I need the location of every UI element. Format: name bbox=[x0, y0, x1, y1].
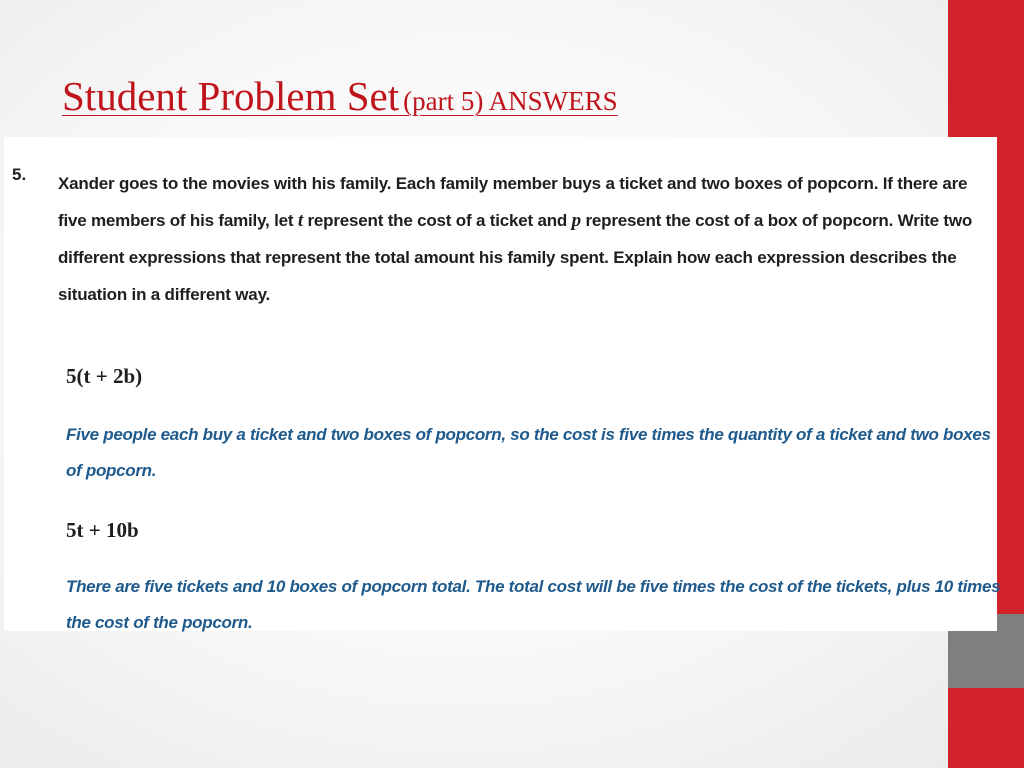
side-accent-bar-bottom bbox=[948, 688, 1024, 768]
slide-title-main: Student Problem Set bbox=[62, 73, 400, 119]
problem-text-part2: represent the cost of a ticket and bbox=[302, 211, 572, 230]
explanation-1: Five people each buy a ticket and two boxes of popcorn, so the cost is five times the quantity of a ticket and two boxes of popcorn. bbox=[66, 425, 991, 480]
variable-p: p bbox=[571, 210, 581, 231]
slide-title bbox=[62, 72, 618, 120]
problem-statement bbox=[58, 165, 978, 313]
problem-card bbox=[4, 137, 1001, 632]
problem-number: 5. bbox=[12, 165, 27, 184]
problem-text-part3: represent the cost of a box of popcorn. Write two different expressions that represent the total amount his family spent. Explain how each expression describes the situation in a different way. bbox=[58, 211, 973, 304]
expression-2: 5t + 10b bbox=[66, 518, 139, 542]
slide-title-sub: (part 5) ANSWERS bbox=[403, 86, 618, 116]
explanation-2: There are five tickets and 10 boxes of popcorn total. The total cost will be five times the cost of the tickets, plus 10 times the cost of the popcorn. bbox=[66, 577, 1001, 632]
variable-t: t bbox=[297, 210, 303, 231]
expression-1: 5(t + 2b) bbox=[66, 364, 143, 388]
problem-text-part1: Xander goes to the movies with his family. Each family member buys a ticket and two boxes of popcorn. If there are five members of his family, let bbox=[58, 174, 968, 230]
